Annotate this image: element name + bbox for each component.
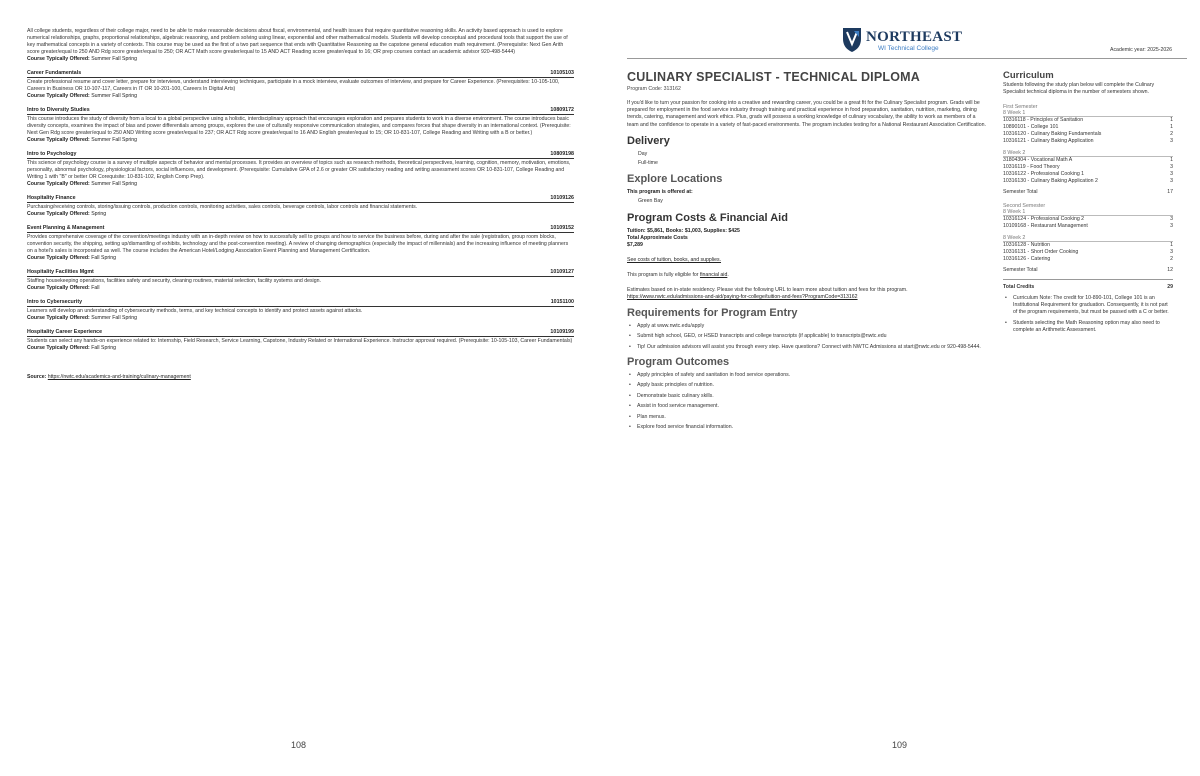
program-main-column [627, 70, 987, 435]
requirements-heading: Requirements for Program Entry [627, 306, 798, 319]
course-title: Intro to Psychology [27, 151, 77, 157]
course-offered-label: Course Typically Offered: [27, 211, 90, 217]
page-number-right: 109 [892, 740, 908, 750]
curriculum-course-row [1003, 242, 1173, 249]
course-title: Event Planning & Management [27, 225, 105, 231]
course-offered-label: Course Typically Offered: [27, 137, 90, 143]
total-costs-label: Total Approximate Costs [627, 234, 688, 241]
financial-aid-line: This program is fully eligible for financial aid. [627, 272, 729, 279]
estimate-text: Estimates based on in-state residency. Please visit the following URL to learn more about tuition and fees for this program. [627, 287, 908, 294]
course-header [27, 107, 574, 115]
curriculum-sidebar [1003, 70, 1173, 339]
source-link[interactable]: https://nwtc.edu/academics-and-training/culinary-management [47, 374, 191, 380]
logo-subtitle: WI Technical College [878, 45, 939, 52]
course-entry [27, 151, 574, 188]
curriculum-course-credits: 1 [1170, 241, 1173, 248]
course-offered-value: Fall Spring [89, 345, 116, 351]
course-offered-value: Summer Fall Spring [89, 181, 138, 187]
course-code: 10109127 [550, 269, 574, 275]
course-description: This course introduces the study of diversity from a local to a global perspective using a holistic, interdisciplinary approach that encourages exploration and prepares students to work in a diverse environment. The course introduces basic diversity concepts, examines the impact of bias and power differentials among groups, explores the use of culturally responsive communication strategies, and compares forces that shape diversity in an international context. (Prerequisite: Next Gen Rdg score greater/equal to 250 AND Writing score greater/equal to 237; OR ACT Rdg score greater/equal to 16 AND English greater/equal to 15; OR 10-831-107, College Reading and Writing with a B or better.) [27, 116, 571, 136]
course-offered [27, 137, 574, 144]
curriculum-course-name: 10109168 - Restaurant Management [1003, 222, 1088, 229]
location-item: Green Bay [638, 197, 663, 204]
course-offered [27, 315, 574, 322]
course-title: Hospitality Facilities Mgmt [27, 269, 94, 275]
location-list [638, 197, 987, 206]
outcome-item: • Demonstrate basic culinary skills. [627, 393, 987, 400]
curriculum-course-name: 31804304 - Vocational Math A [1003, 157, 1073, 164]
course-header [27, 329, 574, 337]
semester-total-row [1003, 267, 1173, 273]
curriculum-notes [1003, 295, 1173, 335]
course-offered-label: Course Typically Offered: [27, 255, 90, 261]
outcome-item: • Explore food service financial information. [627, 424, 987, 431]
curriculum-course-name: 10316131 - Short Order Cooking [1003, 248, 1079, 255]
course-offered-value: Summer Fall Spring [89, 93, 138, 99]
header-divider [627, 58, 1187, 59]
course-entry [27, 329, 574, 352]
curriculum-course-row [1003, 164, 1173, 171]
course-description: This science of psychology course is a survey of multiple aspects of behavior and mental processes. It provides an overview of topics such as research methods, theoretical perspectives, learning, cognition, memory, motivation, emotions, personality, abnormal psychology, physiological factors, social influences, and development. (Prerequisite: Cumulative GPA of 2.6 or greater OR satisfactory reading and writing assessment scores OR 10-831-107, College Reading and Writing 1 with "B" or better OR Corequisite: 10-831-102, English Comp Prep). [27, 160, 571, 180]
delivery-heading: Delivery [627, 134, 670, 147]
logo-wordmark: NORTHEAST [866, 29, 963, 45]
course-title: Intro to Cybersecurity [27, 299, 83, 305]
program-code: Program Code: 313162 [627, 86, 681, 92]
northeast-logo [842, 27, 962, 57]
semester-total-label: Semester Total [1003, 188, 1038, 195]
week-label: 8 Week 2 [1003, 150, 1026, 157]
semester-total-value: 12 [1167, 266, 1173, 273]
curriculum-course-credits: 3 [1170, 222, 1173, 229]
course-offered-value: Spring [89, 211, 107, 217]
costs-link[interactable]: See costs of tuition, books, and supplies. [627, 256, 722, 263]
course-entry [27, 107, 574, 144]
estimate-link[interactable]: https://www.nwtc.edu/admissions-and-aid/paying-for-college/tuition-and-fees?ProgramCode=313162 [627, 294, 858, 301]
outcome-item: • Apply basic principles of nutrition. [627, 382, 987, 389]
course-code: 10109126 [550, 195, 574, 201]
program-title: CULINARY SPECIALIST - TECHNICAL DIPLOMA [627, 70, 920, 84]
curriculum-course-row [1003, 117, 1173, 124]
course-offered [27, 93, 574, 100]
semester-block [1003, 203, 1173, 273]
semester-total-value: 17 [1167, 188, 1173, 195]
curriculum-course-name: 10316122 - Professional Cooking 1 [1003, 170, 1085, 177]
week-label: 8 Week 1 [1003, 209, 1026, 216]
curriculum-course-row [1003, 256, 1173, 263]
left-page [27, 28, 574, 380]
course-description: Staffing housekeeping operations, facilities safety and security, cleaning routines, material selection, facility systems and design. [27, 278, 321, 284]
academic-year: Academic year: 2025-2026 [1110, 47, 1172, 53]
delivery-item: Day [638, 150, 648, 157]
offered-at-label: This program is offered at: [627, 188, 693, 195]
course-header [27, 225, 574, 233]
intro-course-description: All college students, regardless of their college major, need to be able to make reasonable decisions about fiscal, environmental, and health issues that require quantitative reasoning skills. An activity based approach is used to explore numerical relationships, graphs, proportional relationships, algebraic reasoning, and problem solving using linear, exponential and other mathematical models. Students will develop conceptual and procedural tools that support the use of key mathematical concepts in a variety of contexts. This course may be used as the first of a two part sequence that ends with Quantitative Reasoning as the capstone general education math requirement. (Prerequisite: Next Gen Arith score greater/equal to 250 AND Rdg score greater/equal to 250; OR ACT Math score greater/equal to 15 AND ACT Reading score greater/equal to 16; OR prep courses contact an academic advisor 920-498-5444) [27, 28, 568, 55]
curriculum-course-credits: 1 [1170, 124, 1173, 131]
page-number-left: 108 [291, 740, 307, 750]
program-description: If you'd like to turn your passion for cooking into a creative and rewarding career, you could be a great fit for the Culinary Specialist program. Grads will be prepared for employment in the food service industry through training and practical experience in food preparation, sanitation, nutrition, marketing, dining trends, catering, management and work ethics. Plus, grads will possess a working knowledge of culinary vocabulary, the ability to work as members of a team and the confidence to operate in a variety of fast-paced environments. The program includes testing for a National Restaurant Association Certification. [627, 100, 986, 128]
curriculum-heading: Curriculum [1003, 70, 1054, 81]
course-entry [27, 225, 574, 262]
course-offered [27, 345, 574, 352]
course-offered [27, 211, 574, 218]
curriculum-course-credits: 3 [1170, 138, 1173, 145]
semester-total-row [1003, 189, 1173, 195]
course-list [27, 70, 574, 352]
curriculum-course-credits: 3 [1170, 216, 1173, 223]
course-code: 10809172 [550, 107, 574, 113]
course-title: Hospitality Career Experience [27, 329, 103, 335]
course-code: 10809198 [550, 151, 574, 157]
course-offered-label: Course Typically Offered: [27, 285, 90, 291]
course-description: Students can select any hands-on experience related to: Internship, Field Research, Service Learning, Capstone, Industry Related or International Experience. Instructor approval required. (Prerequisite: 10-105-103, Career Fundamentals) [27, 338, 573, 344]
course-offered-value: Summer Fall Spring [89, 315, 138, 321]
costs-line: Tuition: $5,861, Books: $1,003, Supplies: $425 [627, 227, 740, 234]
curriculum-course-name: 10890101 - College 101 [1003, 124, 1059, 131]
curriculum-course-name: 10316118 - Principles of Sanitation [1003, 117, 1084, 124]
course-offered [27, 181, 574, 188]
course-offered-label: Course Typically Offered: [27, 93, 90, 99]
curriculum-course-row [1003, 223, 1173, 230]
course-header [27, 70, 574, 78]
costs-heading: Program Costs & Financial Aid [627, 211, 788, 224]
curriculum-course-credits: 2 [1170, 131, 1173, 138]
locations-heading: Explore Locations [627, 172, 723, 185]
curriculum-course-credits: 1 [1170, 117, 1173, 124]
curriculum-course-row [1003, 157, 1173, 164]
course-offered-value: Summer Fall Spring [89, 137, 138, 143]
course-code: 10109152 [550, 225, 574, 231]
curriculum-note: • Students selecting the Math Reasoning option may also need to complete an Arithmetic Assessment. [1003, 320, 1173, 334]
curriculum-course-name: 10316124 - Professional Cooking 2 [1003, 216, 1085, 223]
semester-block [1003, 104, 1173, 195]
curriculum-course-credits: 1 [1170, 157, 1173, 164]
course-entry [27, 299, 574, 322]
course-offered-label: Course Typically Offered: [27, 181, 90, 187]
curriculum-course-name: 10316121 - Culinary Baking Application [1003, 138, 1094, 145]
course-description: Create professional resume and cover letter, prepare for interviews, understand interviewing techniques, participate in a mock interview, evaluate outcomes of interview, and prepare for Career Experience. (Prerequisites: 10-105-100, Careers in Business OR 10-107-117, Careers in IT OR 10-201-100, Careers In Digital Arts) [27, 79, 560, 92]
delivery-item: Full-time [638, 159, 658, 166]
delivery-list [638, 150, 987, 168]
course-header [27, 299, 574, 307]
curriculum-course-name: 10316130 - Culinary Baking Application 2 [1003, 177, 1098, 184]
outcome-item: • Plan menus. [627, 414, 987, 421]
requirement-item: • Submit high school, GED, or HSED transcripts and college transcripts (if applicable) to transcripts@nwtc.edu [627, 333, 987, 340]
course-entry [27, 70, 574, 100]
curriculum-course-name: 10316120 - Culinary Baking Fundamentals [1003, 131, 1102, 138]
semester-name: First Semester [1003, 104, 1038, 110]
total-credits-row [1003, 279, 1173, 290]
course-offered [27, 285, 574, 292]
curriculum-note: • Curriculum Note: The credit for 10-890-101, College 101 is an Institutional Requirement for graduation. Consequently, it is not part of the program requirements, but must be passed with a C or better. [1003, 295, 1173, 317]
semester-total-label: Semester Total [1003, 266, 1038, 273]
curriculum-course-credits: 2 [1170, 255, 1173, 262]
course-header [27, 269, 574, 277]
course-code: 10105103 [550, 70, 574, 76]
course-title: Career Fundamentals [27, 70, 82, 76]
course-code: 10109199 [550, 329, 574, 335]
requirement-item: • Tip! Our admission advisors will assist you through every step. Have questions? Connect with NWTC Admissions at start@nwtc.edu or 920-498-5444. [627, 344, 987, 351]
financial-aid-link[interactable]: financial aid [699, 272, 728, 279]
course-entry [27, 269, 574, 292]
week-label: 8 Week 1 [1003, 110, 1026, 117]
curriculum-course-row [1003, 249, 1173, 256]
curriculum-course-row [1003, 216, 1173, 223]
week-label: 8 Week 2 [1003, 234, 1026, 241]
course-description: Provides comprehensive coverage of the convention/meetings industry with an in-depth review on how to successfully sell to groups and how to service the business before, during and after the sale (registration, group room blocks, convention security, the shipping, setting up/dismantling of exhibits, technology and the post-convention meeting). A review of changing demographics (especially the impact of millennials) and the increasing influence of meeting planners on a hotel's sales is incorporated as well. The course includes the American Hotel/Lodging Association Event Planning and Management Certification. [27, 234, 569, 254]
course-offered-label: Course Typically Offered: [27, 345, 90, 351]
outcomes-list [627, 372, 987, 432]
course-offered-label: Course Typically Offered: [27, 315, 90, 321]
curriculum-course-row [1003, 138, 1173, 145]
curriculum-course-credits: 3 [1170, 163, 1173, 170]
curriculum-course-row [1003, 124, 1173, 131]
course-header [27, 195, 574, 203]
curriculum-course-row [1003, 178, 1173, 185]
course-code: 10151100 [550, 299, 574, 305]
course-entry [27, 195, 574, 218]
curriculum-course-name: 10316128 - Nutrition [1003, 241, 1051, 248]
semester-name: Second Semester [1003, 202, 1046, 209]
course-title: Hospitality Finance [27, 195, 76, 201]
curriculum-course-name: 10316126 - Catering [1003, 255, 1051, 262]
course-offered-value: Fall [89, 285, 100, 291]
outcome-item: • Assist in food service management. [627, 403, 987, 410]
total-credits-value: 29 [1167, 283, 1173, 290]
total-credits-label: Total Credits [1003, 283, 1035, 290]
intro-course-offered: Course Typically Offered: Summer Fall Spring [27, 56, 138, 62]
total-costs-value: $7,289 [627, 241, 643, 248]
curriculum-course-credits: 3 [1170, 248, 1173, 255]
requirements-list [627, 323, 987, 351]
curriculum-course-credits: 3 [1170, 177, 1173, 184]
curriculum-intro: Students following the study plan below will complete the Culinary Specialist technical diploma in the number of semesters shown. [1003, 82, 1155, 95]
course-description: Purchasing/receiving controls, storing/issuing controls, production controls, monitoring activities, sales controls, beverage controls, labor controls and financial statements. [27, 204, 418, 210]
curriculum-course-row [1003, 131, 1173, 138]
source-line: Source: https://nwtc.edu/academics-and-training/culinary-management [27, 374, 191, 380]
shield-logo-icon [842, 27, 862, 53]
curriculum-course-row [1003, 171, 1173, 178]
course-offered-value: Fall Spring [89, 255, 116, 261]
outcomes-heading: Program Outcomes [627, 355, 730, 368]
semester-list [1003, 104, 1173, 273]
course-description: Learners will develop an understanding of cybersecurity methods, terms, and key technical concepts to identify and protect assets against attacks. [27, 308, 363, 314]
course-offered [27, 255, 574, 262]
outcome-item: • Apply principles of safety and sanitation in food service operations. [627, 372, 987, 379]
curriculum-course-credits: 3 [1170, 170, 1173, 177]
requirement-item: • Apply at www.nwtc.edu/apply [627, 323, 987, 330]
curriculum-course-name: 10316119 - Food Theory [1003, 163, 1060, 170]
course-title: Intro to Diversity Studies [27, 107, 90, 113]
course-header [27, 151, 574, 159]
